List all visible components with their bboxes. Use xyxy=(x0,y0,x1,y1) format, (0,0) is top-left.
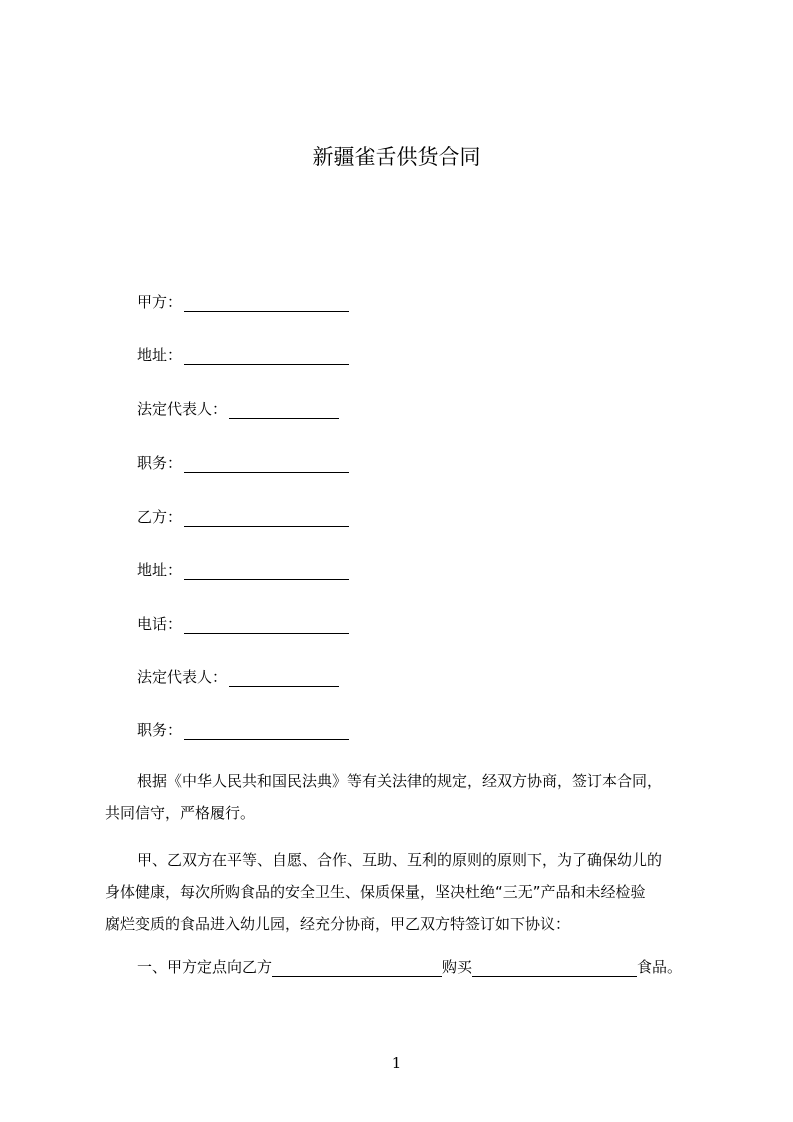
party-a-position-label: 职务： xyxy=(137,454,183,472)
party-a-legal-rep-blank[interactable] xyxy=(229,403,339,419)
party-b-address-blank[interactable] xyxy=(184,564,349,580)
clause-1 xyxy=(137,957,682,977)
party-b-blank[interactable] xyxy=(184,511,349,527)
principles-line-3: 腐烂变质的食品进入幼儿园，经充分协商，甲乙双方特签订如下协议： xyxy=(105,915,571,933)
party-a-blank[interactable] xyxy=(184,296,349,312)
party-b-address-field xyxy=(137,560,349,580)
clause-1-supplier-blank[interactable] xyxy=(272,961,442,977)
principles-line-2: 身体健康，每次所购食品的安全卫生、保质保量，坚决杜绝“三无”产品和未经检验 xyxy=(105,883,646,901)
party-b-legal-rep-field xyxy=(137,667,339,687)
party-b-position-blank[interactable] xyxy=(184,724,349,740)
preamble-paragraph xyxy=(105,765,701,829)
party-a-position-field xyxy=(137,453,349,473)
page-number: 1 xyxy=(391,1054,402,1072)
preamble-line-2: 共同信守，严格履行。 xyxy=(105,804,256,822)
clause-1-part-2: 购买 xyxy=(442,958,473,976)
party-b-legal-rep-label: 法定代表人： xyxy=(137,668,228,686)
principles-line-1: 甲、乙双方在平等、自愿、合作、互助、互利的原则的原则下，为了确保幼儿的 xyxy=(137,851,663,869)
clause-1-part-1: 一、甲方定点向乙方 xyxy=(137,958,273,976)
party-a-address-blank[interactable] xyxy=(184,349,349,365)
party-b-position-field xyxy=(137,720,349,740)
party-a-label: 甲方： xyxy=(137,293,183,311)
party-a-address-field xyxy=(137,345,349,365)
party-a-legal-rep-field xyxy=(137,399,339,419)
party-a-field xyxy=(137,292,349,312)
party-b-position-label: 职务： xyxy=(137,721,183,739)
document-title: 新疆雀舌供货合同 xyxy=(312,145,481,169)
party-b-field xyxy=(137,507,349,527)
party-b-label: 乙方： xyxy=(137,508,183,526)
party-a-address-label: 地址： xyxy=(137,346,183,364)
party-b-phone-field xyxy=(137,614,349,634)
clause-1-product-blank[interactable] xyxy=(472,961,637,977)
clause-1-part-3: 食品。 xyxy=(637,958,683,976)
party-b-address-label: 地址： xyxy=(137,561,183,579)
party-b-legal-rep-blank[interactable] xyxy=(229,671,339,687)
party-a-legal-rep-label: 法定代表人： xyxy=(137,400,228,418)
party-b-phone-blank[interactable] xyxy=(184,618,349,634)
party-a-position-blank[interactable] xyxy=(184,457,349,473)
preamble-line-1: 根据《中华人民共和国民法典》等有关法律的规定，经双方协商，签订本合同， xyxy=(137,772,663,790)
principles-paragraph xyxy=(105,844,701,940)
party-b-phone-label: 电话： xyxy=(137,615,183,633)
